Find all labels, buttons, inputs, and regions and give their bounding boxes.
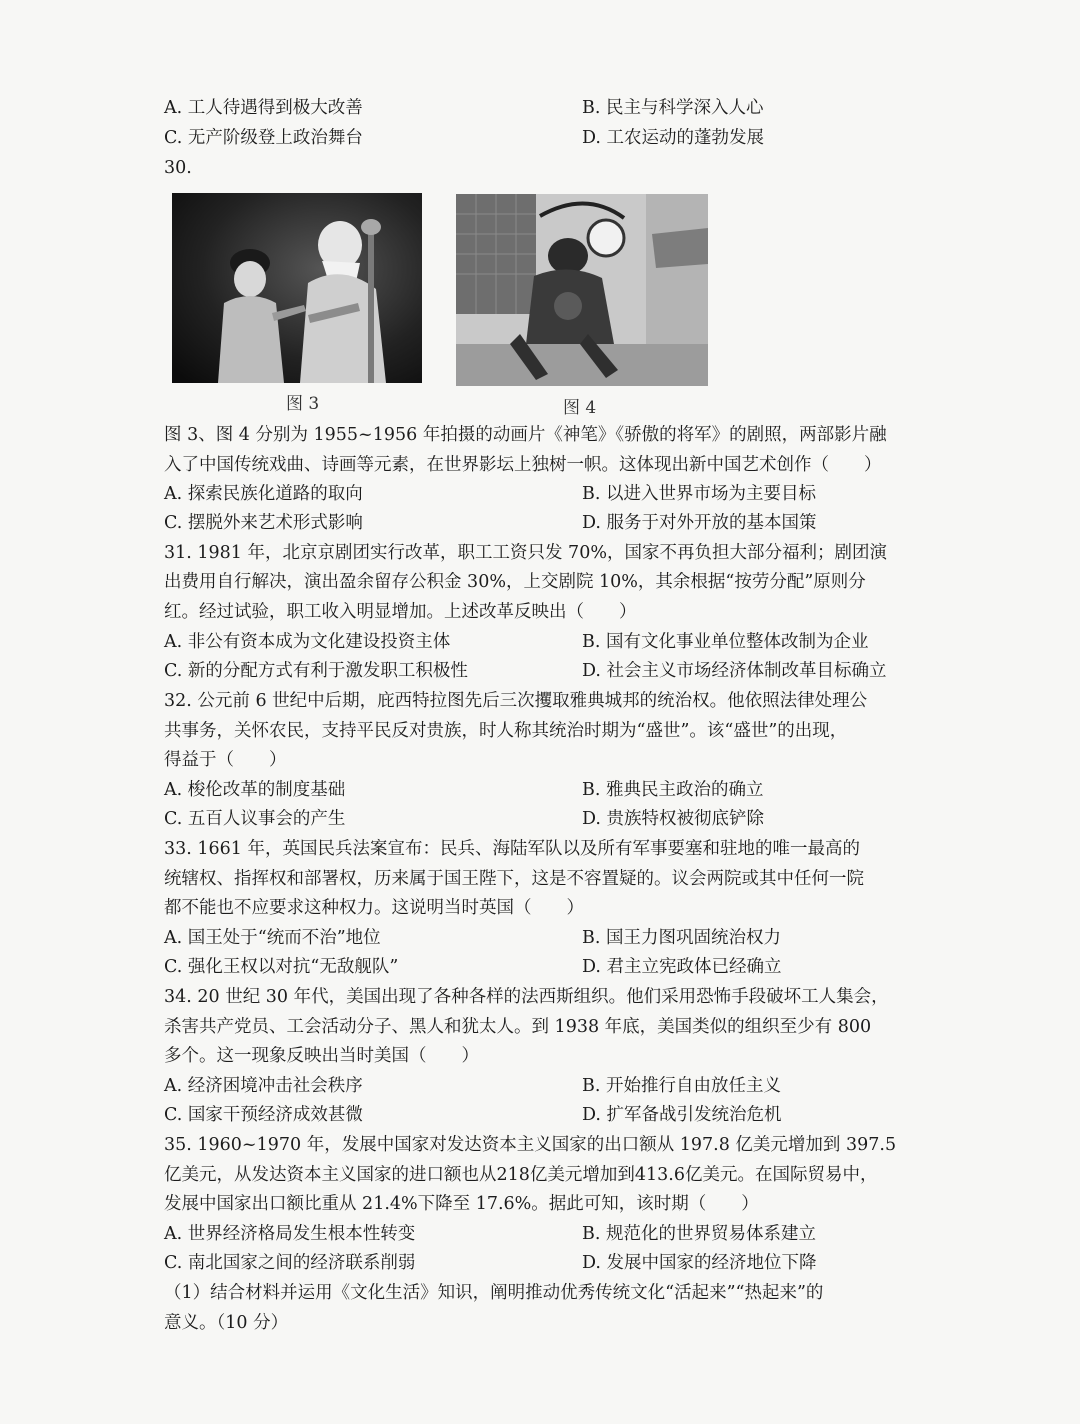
q34-option-b: B. 开始推行自由放任主义 bbox=[582, 1076, 781, 1096]
q34-option-d: D. 扩军备战引发统治危机 bbox=[582, 1105, 782, 1125]
q30-option-c: C. 摆脱外来艺术形式影响 bbox=[164, 513, 363, 533]
q35-option-b: B. 规范化的世界贸易体系建立 bbox=[582, 1224, 816, 1244]
q29-option-b: B. 民主与科学深入人心 bbox=[582, 98, 764, 118]
essay-line-2: 意义。（10 分） bbox=[164, 1313, 289, 1333]
q33-option-c: C. 强化王权以对抗“无敌舰队” bbox=[164, 957, 399, 977]
q35-stem-line-3: 发展中国家出口额比重从 21.4%下降至 17.6%。据此可知，该时期（ ） bbox=[164, 1194, 759, 1214]
q34-stem-line-2: 杀害共产党员、工会活动分子、黑人和犹太人。到 1938 年底，美国类似的组织至少有 800 bbox=[164, 1017, 872, 1037]
q33-option-a: A. 国王处于“统而不治”地位 bbox=[164, 928, 381, 948]
q31-option-c: C. 新的分配方式有利于激发职工积极性 bbox=[164, 661, 468, 681]
q32-stem-line-1: 32. 公元前 6 世纪中后期，庇西特拉图先后三次攫取雅典城邦的统治权。他依照法律处理公 bbox=[164, 691, 868, 711]
figure-3-caption: 图 3 bbox=[286, 394, 320, 414]
q34-option-a: A. 经济困境冲击社会秩序 bbox=[164, 1076, 363, 1096]
q31-stem-line-3: 红。经过试验，职工收入明显增加。上述改革反映出（ ） bbox=[164, 602, 637, 622]
q31-option-d: D. 社会主义市场经济体制改革目标确立 bbox=[582, 661, 887, 681]
q32-stem-line-2: 共事务，关怀农民，支持平民反对贵族，时人称其统治时期为“盛世”。该“盛世”的出现， bbox=[164, 721, 848, 741]
q35-option-a: A. 世界经济格局发生根本性转变 bbox=[164, 1224, 416, 1244]
q31-option-a: A. 非公有资本成为文化建设投资主体 bbox=[164, 632, 451, 652]
q33-stem-line-3: 都不能也不应要求这种权力。这说明当时英国（ ） bbox=[164, 898, 584, 918]
q32-stem-line-3: 得益于（ ） bbox=[164, 750, 287, 770]
q33-stem-line-2: 统辖权、指挥权和部署权，历来属于国王陛下，这是不容置疑的。议会两院或其中任何一院 bbox=[164, 869, 864, 889]
q31-option-b: B. 国有文化事业单位整体改制为企业 bbox=[582, 632, 869, 652]
figure-4-image bbox=[456, 194, 708, 386]
figure-3-still bbox=[172, 193, 422, 383]
essay-line-1: （1）结合材料并运用《文化生活》知识，阐明推动优秀传统文化“活起来”“热起来”的 bbox=[164, 1283, 824, 1303]
figure-4-caption: 图 4 bbox=[563, 398, 597, 418]
q30-option-b: B. 以进入世界市场为主要目标 bbox=[582, 484, 816, 504]
q34-option-c: C. 国家干预经济成效甚微 bbox=[164, 1105, 363, 1125]
q30-stem-line-2: 入了中国传统戏曲、诗画等元素，在世界影坛上独树一帜。这体现出新中国艺术创作（ ） bbox=[164, 455, 882, 475]
q35-option-d: D. 发展中国家的经济地位下降 bbox=[582, 1253, 817, 1273]
q33-stem-line-1: 33. 1661 年，英国民兵法案宣布：民兵、海陆军队以及所有军事要塞和驻地的唯一最高的 bbox=[164, 839, 860, 859]
q29-option-c: C. 无产阶级登上政治舞台 bbox=[164, 128, 363, 148]
q30-option-a: A. 探索民族化道路的取向 bbox=[164, 484, 363, 504]
q33-option-b: B. 国王力图巩固统治权力 bbox=[582, 928, 781, 948]
q32-option-c: C. 五百人议事会的产生 bbox=[164, 809, 346, 829]
q30-stem-line-1: 图 3、图 4 分别为 1955~1956 年拍摄的动画片《神笔》《骄傲的将军》的剧照，两部影片融 bbox=[164, 425, 887, 445]
q34-stem-line-1: 34. 20 世纪 30 年代，美国出现了各种各样的法西斯组织。他们采用恐怖手段破坏工人集会， bbox=[164, 987, 889, 1007]
q29-option-d: D. 工农运动的蓬勃发展 bbox=[582, 128, 765, 148]
q35-stem-line-2: 亿美元，从发达资本主义国家的进口额也从218亿美元增加到413.6亿美元。在国际贸易中， bbox=[164, 1165, 878, 1185]
q29-option-a: A. 工人待遇得到极大改善 bbox=[164, 98, 363, 118]
q35-stem-line-1: 35. 1960~1970 年，发展中国家对发达资本主义国家的出口额从 197.8 亿美元增加到 397.5 bbox=[164, 1135, 897, 1155]
figure-3-image bbox=[172, 193, 422, 383]
q35-option-c: C. 南北国家之间的经济联系削弱 bbox=[164, 1253, 416, 1273]
q34-stem-line-3: 多个。这一现象反映出当时美国（ ） bbox=[164, 1046, 479, 1066]
figure-4-still bbox=[456, 194, 708, 386]
q33-option-d: D. 君主立宪政体已经确立 bbox=[582, 957, 782, 977]
q30-number: 30. bbox=[164, 158, 192, 178]
q30-option-d: D. 服务于对外开放的基本国策 bbox=[582, 513, 817, 533]
q31-stem-line-1: 31. 1981 年，北京京剧团实行改革，职工工资只发 70%，国家不再负担大部分福利；剧团演 bbox=[164, 543, 887, 563]
q31-stem-line-2: 出费用自行解决，演出盈余留存公积金 30%，上交剧院 10%，其余根据“按劳分配”原则分 bbox=[164, 572, 866, 592]
q32-option-b: B. 雅典民主政治的确立 bbox=[582, 780, 764, 800]
q32-option-d: D. 贵族特权被彻底铲除 bbox=[582, 809, 765, 829]
q32-option-a: A. 梭伦改革的制度基础 bbox=[164, 780, 346, 800]
